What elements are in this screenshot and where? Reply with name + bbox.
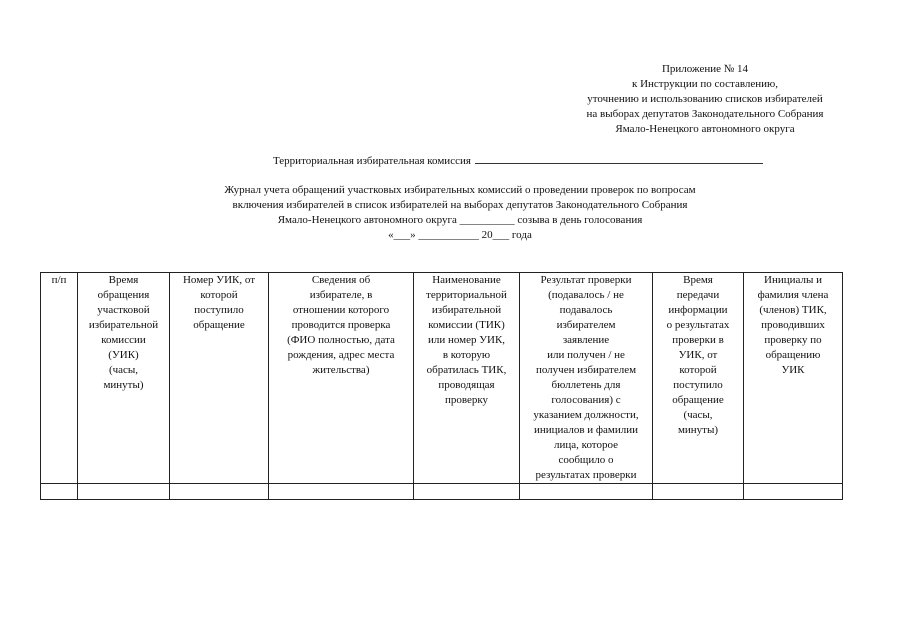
appendix-line: на выборах депутатов Законодательного Собрания [586, 108, 824, 120]
column-header-check-result: Результат проверки (подавалось / не подавалось избирателем заявление или получен / не получен избирателем бюллетень для голосования) с указанием должности, инициалов и фамилии лица, которое сообщило о результатах проверки [520, 273, 653, 484]
table-cell[interactable] [41, 484, 78, 500]
table-cell[interactable] [269, 484, 414, 500]
journal-title-line: включения избирателей в список избирателей на выборах депутатов Законодательного Собрания [232, 199, 688, 211]
journal-title [140, 183, 780, 243]
journal-title-line: Ямало-Ненецкого автономного округа __________ созыва в день голосования [277, 214, 643, 226]
commission-line [273, 153, 763, 169]
appendix-line: Приложение № 14 [661, 63, 749, 75]
table-cell[interactable] [653, 484, 744, 500]
appendix-line: к Инструкции по составлению, [631, 78, 779, 90]
table-cell[interactable] [170, 484, 269, 500]
column-header-uik-number: Номер УИК, от которой поступило обращение [170, 273, 269, 484]
commission-name-blank [475, 153, 763, 164]
appendix-header [555, 62, 855, 137]
table-cell[interactable] [744, 484, 843, 500]
column-header-request-time: Время обращения участковой избирательной комиссии (УИК) (часы, минуты) [78, 273, 170, 484]
appendix-line: уточнению и использованию списков избирателей [587, 93, 823, 105]
journal-title-line: «___» ___________ 20___ года [388, 229, 532, 241]
column-header-tik-members: Инициалы и фамилия члена (членов) ТИК, проводивших проверку по обращению УИК [744, 273, 843, 484]
column-header-number: п/п [41, 273, 78, 484]
table-cell[interactable] [78, 484, 170, 500]
table-row [41, 484, 843, 500]
table-cell[interactable] [414, 484, 520, 500]
column-header-commission-name: Наименование территориальной избирательной комиссии (ТИК) или номер УИК, в которую обратилась ТИК, проводящая проверку [414, 273, 520, 484]
appendix-line: Ямало-Ненецкого автономного округа [615, 123, 795, 135]
commission-label: Территориальная избирательная комиссия [273, 155, 471, 167]
table-header-row [41, 273, 843, 484]
table-cell[interactable] [520, 484, 653, 500]
column-header-info-transfer-time: Время передачи информации о результатах проверки в УИК, от которой поступило обращение (часы, минуты) [653, 273, 744, 484]
journal-title-line: Журнал учета обращений участковых избирательных комиссий о проведении проверок по вопросам [224, 184, 696, 196]
journal-table [40, 272, 843, 500]
column-header-voter-info: Сведения об избирателе, в отношении которого проводится проверка (ФИО полностью, дата рождения, адрес места жительства) [269, 273, 414, 484]
